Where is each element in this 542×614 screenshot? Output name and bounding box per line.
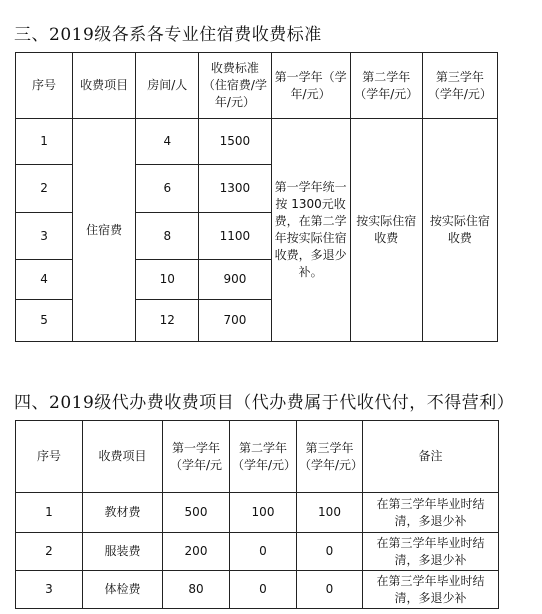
remark: 在第三学年毕业时结清，多退少补 — [363, 493, 499, 533]
year1-fee: 80 — [163, 571, 230, 609]
row-number: 1 — [16, 493, 83, 533]
year3-fee: 0 — [297, 533, 363, 571]
header-cell: 备注 — [363, 421, 499, 493]
table-row — [16, 493, 499, 533]
fee-standard: 1300 — [199, 165, 271, 213]
year1-fee: 200 — [163, 533, 230, 571]
header-cell: 第二学年（学年/元） — [230, 421, 297, 493]
table-header-row — [16, 53, 498, 119]
room-size: 6 — [136, 165, 199, 213]
remark: 在第三学年毕业时结清，多退少补 — [363, 533, 499, 571]
fee-standard: 1100 — [199, 213, 271, 260]
header-cell: 第三学年（学年/元） — [422, 53, 497, 119]
year3-fee: 0 — [297, 571, 363, 609]
table-row — [16, 571, 499, 609]
agency-fee-table — [15, 420, 499, 609]
header-cell: 序号 — [16, 53, 73, 119]
row-number: 3 — [16, 213, 73, 260]
table-header-row — [16, 421, 499, 493]
year1-note: 第一学年统一按 1300元收费，在第二学年按实际住宿收费，多退少补。 — [271, 119, 350, 342]
fee-standard: 1500 — [199, 119, 271, 165]
header-cell: 第一学年（学年/元） — [271, 53, 350, 119]
header-cell: 房间/人 — [136, 53, 199, 119]
year2-fee: 0 — [230, 533, 297, 571]
fee-item: 住宿费 — [73, 119, 136, 342]
year3-note: 按实际住宿收费 — [422, 119, 497, 342]
fee-standard: 900 — [199, 260, 271, 300]
year2-fee: 0 — [230, 571, 297, 609]
row-number: 2 — [16, 165, 73, 213]
remark: 在第三学年毕业时结清，多退少补 — [363, 571, 499, 609]
room-size: 12 — [136, 300, 199, 342]
year2-fee: 100 — [230, 493, 297, 533]
room-size: 8 — [136, 213, 199, 260]
table-row — [16, 119, 498, 165]
accommodation-fee-table — [15, 52, 498, 342]
year3-fee: 100 — [297, 493, 363, 533]
fee-item: 教材费 — [83, 493, 163, 533]
table-row — [16, 533, 499, 571]
header-cell: 序号 — [16, 421, 83, 493]
header-cell: 第二学年（学年/元） — [350, 53, 422, 119]
section-3-title: 三、2019级各系各专业住宿费收费标准 — [14, 25, 322, 45]
header-cell: 收费项目 — [73, 53, 136, 119]
header-cell: 第一学年（学年/元 — [163, 421, 230, 493]
room-size: 4 — [136, 119, 199, 165]
section-4-title: 四、2019级代办费收费项目（代办费属于代收代付，不得营利） — [14, 393, 515, 413]
header-cell: 第三学年（学年/元） — [297, 421, 363, 493]
year1-fee: 500 — [163, 493, 230, 533]
year2-note: 按实际住宿收费 — [350, 119, 422, 342]
header-cell: 收费标准（住宿费/学年/元） — [199, 53, 271, 119]
row-number: 2 — [16, 533, 83, 571]
row-number: 3 — [16, 571, 83, 609]
fee-standard: 700 — [199, 300, 271, 342]
row-number: 5 — [16, 300, 73, 342]
header-cell: 收费项目 — [83, 421, 163, 493]
row-number: 1 — [16, 119, 73, 165]
room-size: 10 — [136, 260, 199, 300]
row-number: 4 — [16, 260, 73, 300]
fee-item: 服装费 — [83, 533, 163, 571]
fee-item: 体检费 — [83, 571, 163, 609]
